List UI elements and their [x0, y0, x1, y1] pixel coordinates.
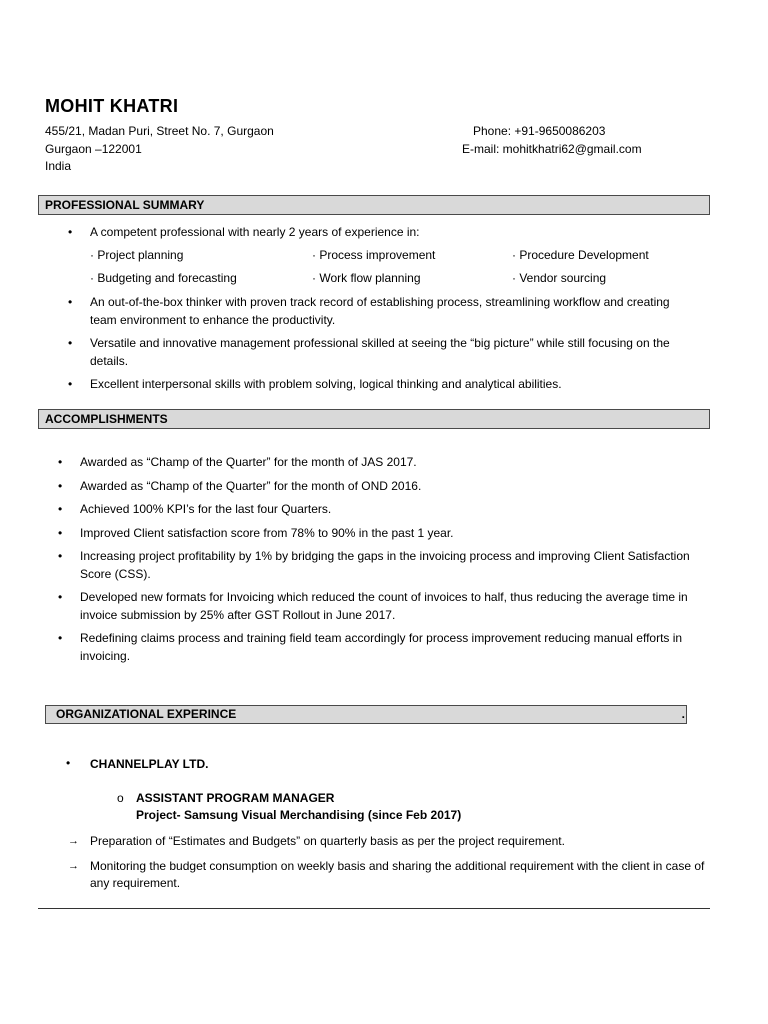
- accomplishment-text: Achieved 100% KPI’s for the last four Quarters.: [80, 502, 332, 516]
- list-item: [58, 478, 705, 496]
- section-header-summary: PROFESSIONAL SUMMARY: [38, 195, 710, 215]
- summary-text: Versatile and innovative management professional skilled at seeing the “big picture” while still focusing on the details.: [90, 336, 670, 368]
- skill-item: · Work flow planning: [312, 271, 421, 285]
- list-item: [58, 525, 705, 543]
- list-item: [58, 589, 705, 624]
- list-item: [58, 630, 705, 665]
- accomplishment-text: Improved Client satisfaction score from 78% to 90% in the past 1 year.: [80, 525, 454, 540]
- project-name: Project- Samsung Visual Merchandising (since Feb 2017): [136, 808, 462, 822]
- page-divider: [38, 908, 710, 909]
- address-line: 455/21, Madan Puri, Street No. 7, Gurgaon: [45, 124, 274, 138]
- summary-text: An out-of-the-box thinker with proven track record of establishing process, streamlining workflow and creating team environment to enhance the productivity.: [90, 295, 670, 327]
- section-header-experience: [45, 705, 687, 724]
- contact-block: [462, 123, 642, 158]
- address-block: [45, 123, 274, 176]
- summary-text: Excellent interpersonal skills with problem solving, logical thinking and analytical abilities.: [90, 377, 562, 391]
- section-header-accomplishments: ACCOMPLISHMENTS: [38, 409, 710, 429]
- duty-text: Preparation of “Estimates and Budgets” on quarterly basis as per the project requirement.: [90, 834, 565, 848]
- bullet-glyph: •: [68, 377, 73, 391]
- address-line: India: [45, 159, 72, 173]
- role-block: [136, 790, 461, 824]
- bullet-glyph: •: [58, 631, 63, 645]
- role-title: ASSISTANT PROGRAM MANAGER: [136, 791, 335, 805]
- bullet-glyph: •: [58, 525, 63, 540]
- summary-intro: A competent professional with nearly 2 years of experience in:: [90, 225, 420, 239]
- duty-text: Monitoring the budget consumption on weekly basis and sharing the additional requirement with the client in case of any requirement.: [90, 858, 705, 890]
- section-title: ORGANIZATIONAL EXPERINCE: [56, 707, 237, 721]
- skill-item: · Vendor sourcing: [512, 271, 607, 285]
- duties-list: [68, 833, 710, 900]
- skill-item: · Process improvement: [312, 248, 436, 262]
- bullet-glyph: •: [68, 225, 73, 239]
- bullet-glyph: •: [58, 502, 63, 516]
- bullet-glyph: •: [58, 590, 63, 604]
- bullet-glyph: •: [66, 756, 71, 770]
- accomplishment-text: Developed new formats for Invoicing which reduced the count of invoices to half, thus reducing the average time in invoice submission by 25% after GST Rollout in June 2017.: [80, 590, 688, 622]
- list-item: [68, 335, 695, 370]
- bullet-glyph: •: [68, 295, 73, 309]
- address-line: Gurgaon –122001: [45, 141, 142, 156]
- bullet-glyph: •: [58, 549, 63, 563]
- section-dot: .: [681, 707, 685, 721]
- list-item: [58, 501, 705, 519]
- summary-intro-list: [68, 224, 705, 242]
- accomplishment-text: Awarded as “Champ of the Quarter” for the month of JAS 2017.: [80, 455, 417, 469]
- summary-list: [68, 294, 695, 394]
- list-item: [68, 858, 710, 893]
- phone-number: Phone: +91-9650086203: [473, 124, 606, 138]
- list-item: [58, 548, 705, 583]
- company-name: CHANNELPLAY LTD.: [90, 757, 209, 771]
- skill-item: · Procedure Development: [512, 248, 649, 262]
- list-item: [68, 224, 705, 242]
- bullet-glyph: •: [58, 455, 63, 469]
- candidate-name: MOHIT KHATRI: [45, 96, 179, 116]
- list-item: [68, 833, 710, 851]
- list-item: [68, 376, 695, 394]
- email-address: E-mail: mohitkhatri62@gmail.com: [462, 141, 642, 156]
- accomplishment-text: Increasing project profitability by 1% by bridging the gaps in the invoicing process and improving Client Satisfaction Score (CSS).: [80, 549, 690, 581]
- arrow-icon: →: [68, 835, 79, 847]
- bullet-glyph: •: [68, 336, 73, 350]
- skill-item: · Project planning: [90, 248, 184, 262]
- list-item: [58, 454, 705, 472]
- sub-bullet-glyph: o: [117, 791, 124, 805]
- skill-item: · Budgeting and forecasting: [90, 271, 237, 285]
- bullet-glyph: •: [58, 478, 63, 493]
- arrow-icon: →: [68, 859, 79, 872]
- accomplishment-text: Awarded as “Champ of the Quarter” for the month of OND 2016.: [80, 478, 422, 493]
- accomplishments-list: [58, 454, 705, 665]
- accomplishment-text: Redefining claims process and training field team accordingly for process improvement reducing manual efforts in invoicing.: [80, 631, 683, 663]
- list-item: [68, 294, 695, 329]
